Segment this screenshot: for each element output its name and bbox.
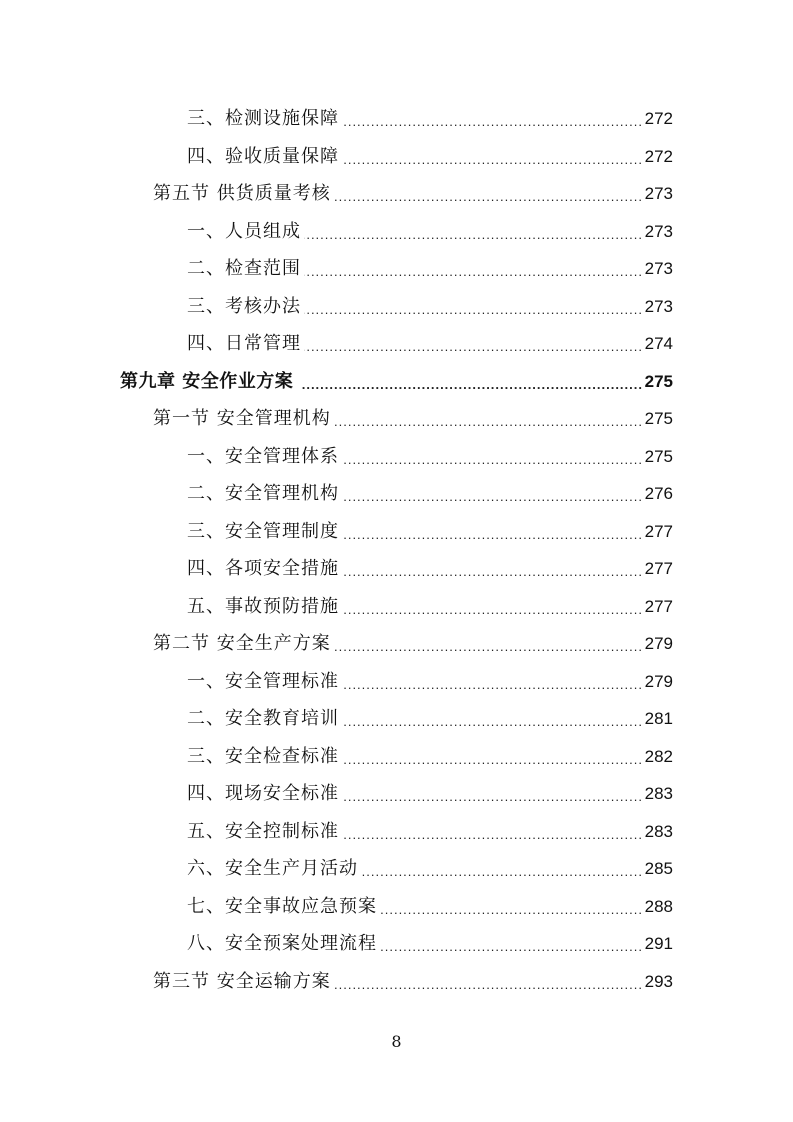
toc-dot-leader [300, 100, 643, 137]
toc-entry[interactable] [0, 363, 793, 400]
toc-entry-page: 291 [643, 925, 673, 962]
toc-entry[interactable] [0, 738, 793, 775]
toc-entry[interactable] [0, 588, 793, 625]
toc-entry-title: 第一节 安全管理机构 [153, 400, 334, 437]
toc-entry-title: 二、检查范围 [187, 250, 304, 287]
toc-entry-page: 283 [643, 775, 673, 812]
toc-entry-title: 第五节 供货质量考核 [153, 175, 334, 212]
toc-entry[interactable] [0, 213, 793, 250]
toc-dot-leader [300, 775, 643, 812]
toc-entry-title: 四、现场安全标准 [187, 775, 342, 812]
toc-dot-leader [300, 363, 643, 400]
toc-entry-page: 273 [643, 288, 673, 325]
toc-entry[interactable] [0, 550, 793, 587]
toc-entry-page: 275 [643, 363, 673, 400]
toc-dot-leader [300, 475, 643, 512]
toc-entry-page: 275 [643, 400, 673, 437]
toc-entry[interactable] [0, 700, 793, 737]
toc-dot-leader [300, 325, 643, 362]
toc-entry-page: 276 [643, 475, 673, 512]
toc-entry[interactable] [0, 325, 793, 362]
toc-entry-title: 七、安全事故应急预案 [187, 888, 380, 925]
toc-dot-leader [300, 550, 643, 587]
toc-entry-title: 二、安全教育培训 [187, 700, 342, 737]
toc-entry-page: 277 [643, 513, 673, 550]
toc-entry[interactable] [0, 963, 793, 1000]
toc-entry-page: 273 [643, 250, 673, 287]
toc-entry-title: 二、安全管理机构 [187, 475, 342, 512]
toc-entry-title: 三、安全管理制度 [187, 513, 342, 550]
toc-entry[interactable] [0, 663, 793, 700]
toc-entry-page: 277 [643, 588, 673, 625]
toc-entry-page: 279 [643, 625, 673, 662]
toc-dot-leader [300, 625, 643, 662]
toc-entry[interactable] [0, 138, 793, 175]
toc-dot-leader [300, 175, 643, 212]
toc-entry[interactable] [0, 888, 793, 925]
toc-entry[interactable] [0, 625, 793, 662]
toc-entry-page: 272 [643, 138, 673, 175]
toc-dot-leader [300, 813, 643, 850]
toc-entry-page: 293 [643, 963, 673, 1000]
toc-dot-leader [300, 963, 643, 1000]
toc-entry[interactable] [0, 438, 793, 475]
toc-entry-title: 三、考核办法 [187, 288, 304, 325]
toc-entry[interactable] [0, 250, 793, 287]
toc-dot-leader [300, 588, 643, 625]
toc-entry-page: 272 [643, 100, 673, 137]
toc-entry-page: 277 [643, 550, 673, 587]
toc-entry-title: 八、安全预案处理流程 [187, 925, 380, 962]
toc-entry-title: 四、各项安全措施 [187, 550, 342, 587]
toc-entry-title: 一、安全管理标准 [187, 663, 342, 700]
toc-entry-title: 四、验收质量保障 [187, 138, 342, 175]
toc-entry-title: 第二节 安全生产方案 [153, 625, 334, 662]
toc-dot-leader [300, 400, 643, 437]
toc-entry-page: 273 [643, 175, 673, 212]
toc-dot-leader [300, 513, 643, 550]
toc-entry-page: 279 [643, 663, 673, 700]
toc-dot-leader [300, 288, 643, 325]
toc-entry-page: 273 [643, 213, 673, 250]
toc-entry-title: 五、事故预防措施 [187, 588, 342, 625]
toc-entry[interactable] [0, 100, 793, 137]
toc-entry-page: 283 [643, 813, 673, 850]
toc-entry-title: 三、安全检查标准 [187, 738, 342, 775]
toc-entry-title: 四、日常管理 [187, 325, 304, 362]
toc-entry-page: 282 [643, 738, 673, 775]
toc-entry[interactable] [0, 925, 793, 962]
toc-dot-leader [300, 138, 643, 175]
toc-entry-title: 一、人员组成 [187, 213, 304, 250]
toc-entry-page: 285 [643, 850, 673, 887]
toc-dot-leader [300, 213, 643, 250]
toc-dot-leader [300, 700, 643, 737]
toc-entry[interactable] [0, 850, 793, 887]
toc-dot-leader [300, 250, 643, 287]
toc-entry[interactable] [0, 475, 793, 512]
toc-entry-title: 第九章 安全作业方案 [120, 363, 296, 400]
toc-entry-page: 281 [643, 700, 673, 737]
toc-entry[interactable] [0, 813, 793, 850]
toc-entry[interactable] [0, 513, 793, 550]
toc-entry-page: 275 [643, 438, 673, 475]
page-number: 8 [391, 1032, 402, 1051]
toc-entry-title: 六、安全生产月活动 [187, 850, 361, 887]
toc-entry-page: 274 [643, 325, 673, 362]
toc-entry-title: 第三节 安全运输方案 [153, 963, 334, 1000]
toc-entry-page: 288 [643, 888, 673, 925]
toc-entry[interactable] [0, 400, 793, 437]
toc-dot-leader [300, 438, 643, 475]
toc-dot-leader [300, 738, 643, 775]
toc-entry[interactable] [0, 175, 793, 212]
toc-entry[interactable] [0, 775, 793, 812]
toc-entry-title: 一、安全管理体系 [187, 438, 342, 475]
toc-entry-title: 三、检测设施保障 [187, 100, 342, 137]
toc-dot-leader [300, 663, 643, 700]
toc-entry[interactable] [0, 288, 793, 325]
toc-entry-title: 五、安全控制标准 [187, 813, 342, 850]
